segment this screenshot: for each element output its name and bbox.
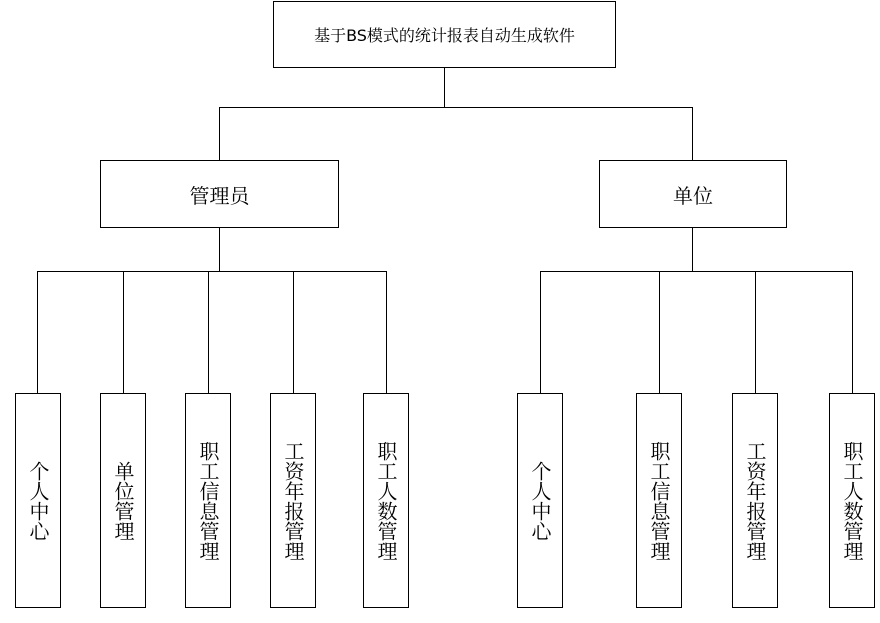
unit-leaf-employee-count-management-label: 职工人数管理 [840, 440, 864, 561]
admin-node-label: 管理员 [189, 183, 250, 208]
unit-leaf-employee-count-management [829, 393, 875, 608]
connector-unit-horizontal [540, 271, 852, 272]
unit-leaf-personal-center-label: 个人中心 [528, 460, 552, 541]
unit-leaf-employee-info-management [636, 393, 682, 608]
connector-to-admin [219, 107, 220, 160]
unit-leaf-employee-info-management-label: 职工信息管理 [647, 440, 671, 561]
connector-admin-down [219, 227, 220, 272]
admin-node [100, 160, 339, 228]
unit-leaf-personal-center [517, 393, 563, 608]
unit-node [599, 160, 787, 228]
connector-root-down [444, 68, 445, 108]
admin-leaf-annual-wage-report-management-label: 工资年报管理 [281, 440, 305, 561]
connector-to-unit [692, 107, 693, 160]
admin-leaf-unit-management [100, 393, 146, 608]
connector-admin-horizontal [37, 271, 387, 272]
connector-admin-leaf-4 [293, 271, 294, 393]
admin-leaf-personal-center-label: 个人中心 [26, 460, 50, 541]
admin-leaf-employee-info-management-label: 职工信息管理 [196, 440, 220, 561]
connector-root-horizontal [219, 107, 692, 108]
root-node-label: 基于BS模式的统计报表自动生成软件 [314, 26, 575, 45]
unit-leaf-annual-wage-report-management-label: 工资年报管理 [743, 440, 767, 561]
root-node [273, 1, 616, 68]
connector-admin-leaf-5 [386, 271, 387, 393]
admin-leaf-annual-wage-report-management [270, 393, 316, 608]
unit-node-label: 单位 [673, 183, 713, 208]
connector-unit-leaf-4 [852, 271, 853, 393]
connector-admin-leaf-1 [37, 271, 38, 393]
connector-unit-leaf-2 [659, 271, 660, 393]
connector-admin-leaf-3 [208, 271, 209, 393]
connector-unit-down [692, 227, 693, 272]
connector-unit-leaf-3 [755, 271, 756, 393]
connector-admin-leaf-2 [123, 271, 124, 393]
admin-leaf-personal-center [15, 393, 61, 608]
admin-leaf-employee-count-management [363, 393, 409, 608]
admin-leaf-employee-count-management-label: 职工人数管理 [374, 440, 398, 561]
admin-leaf-employee-info-management [185, 393, 231, 608]
connector-unit-leaf-1 [540, 271, 541, 393]
unit-leaf-annual-wage-report-management [732, 393, 778, 608]
admin-leaf-unit-management-label: 单位管理 [111, 460, 135, 541]
